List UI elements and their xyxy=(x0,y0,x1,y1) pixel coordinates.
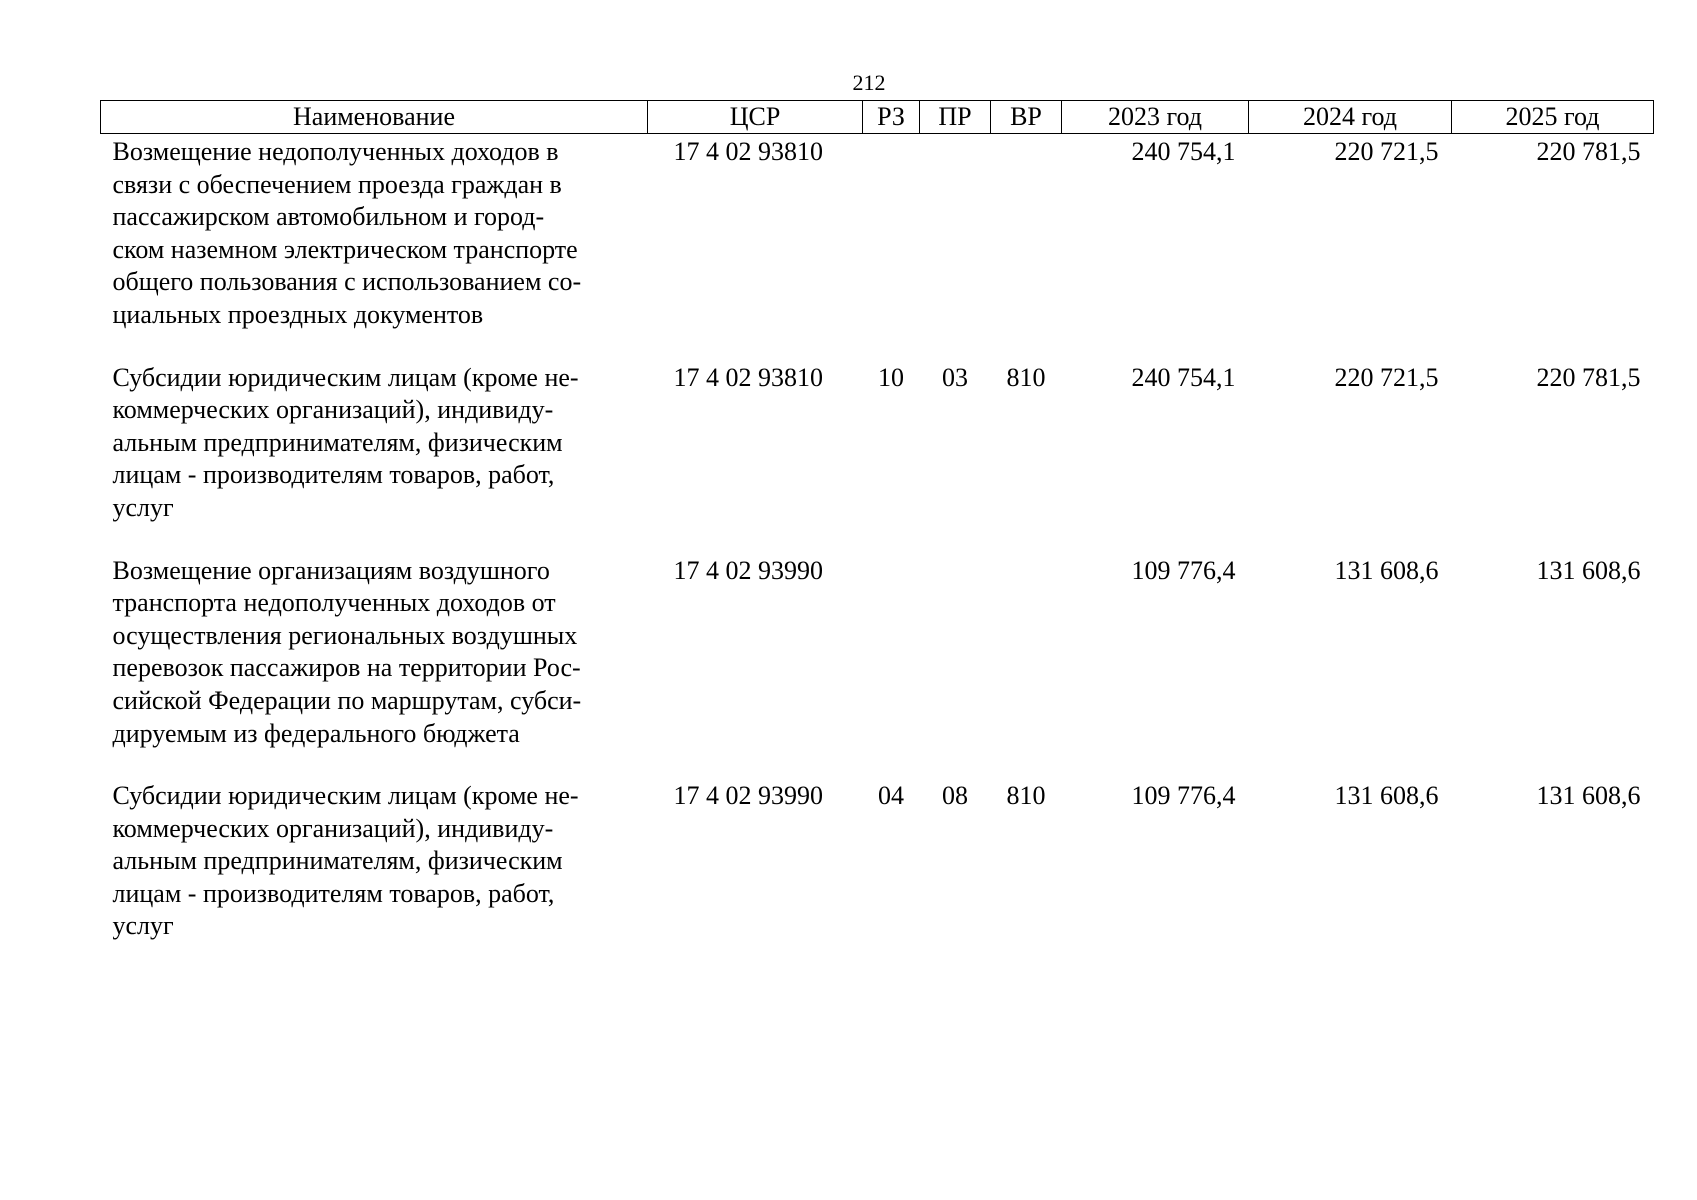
name-line: лицам - производителям товаров, работ, xyxy=(112,460,555,490)
table-row xyxy=(101,553,1654,779)
cell-vr xyxy=(991,553,1062,779)
cell-pr: 08 xyxy=(942,781,968,811)
table-row xyxy=(101,778,1654,971)
cell-vr: 810 xyxy=(1006,781,1046,811)
cell-2025: 220 781,5 xyxy=(1536,362,1641,392)
cell-name xyxy=(101,360,648,553)
header-2025: 2025 год xyxy=(1452,101,1654,134)
name-line: услуг xyxy=(112,492,174,522)
name-line: услуг xyxy=(112,911,174,941)
cell-2025: 220 781,5 xyxy=(1536,137,1641,166)
name-line: Возмещение недополученных доходов в xyxy=(112,137,559,166)
cell-pr xyxy=(920,553,991,779)
cell-csr: 17 4 02 93990 xyxy=(673,555,823,585)
name-line: связи с обеспечением проезда граждан в xyxy=(112,169,562,199)
name-line: Возмещение организациям воздушного xyxy=(112,555,550,585)
table-row xyxy=(101,134,1654,360)
name-line: циальных проездных документов xyxy=(112,299,484,329)
name-line: Субсидии юридическим лицам (кроме не- xyxy=(112,781,579,811)
cell-pr xyxy=(920,134,991,360)
name-line: лицам - производителям товаров, работ, xyxy=(112,878,555,908)
cell-2024: 220 721,5 xyxy=(1334,362,1439,392)
table-row xyxy=(101,360,1654,553)
name-line: общего пользования с использованием со- xyxy=(112,267,582,297)
header-csr: ЦСР xyxy=(648,101,863,134)
header-name: Наименование xyxy=(101,101,648,134)
cell-2024: 220 721,5 xyxy=(1334,137,1439,166)
cell-2023: 240 754,1 xyxy=(1131,137,1236,166)
budget-table xyxy=(100,100,1654,971)
cell-rz xyxy=(863,134,920,360)
name-line: ском наземном электрическом транспорте xyxy=(112,234,578,264)
cell-rz xyxy=(863,553,920,779)
name-line: дируемым из федерального бюджета xyxy=(112,718,520,748)
name-line: альным предпринимателям, физическим xyxy=(112,846,563,876)
header-row xyxy=(101,101,1654,134)
cell-2023: 240 754,1 xyxy=(1131,362,1236,392)
name-line: транспорта недополученных доходов от xyxy=(112,588,556,618)
cell-csr: 17 4 02 93990 xyxy=(673,781,823,811)
name-line: сийской Федерации по маршрутам, субси- xyxy=(112,685,582,715)
cell-2023: 109 776,4 xyxy=(1131,781,1236,811)
name-line: коммерческих организаций), индивиду- xyxy=(112,813,554,843)
name-line: пассажирском автомобильном и город- xyxy=(112,202,545,232)
cell-name xyxy=(101,134,648,360)
cell-csr: 17 4 02 93810 xyxy=(673,362,823,392)
table-body xyxy=(101,134,1654,972)
header-rz: РЗ xyxy=(863,101,920,134)
page-number: 212 xyxy=(852,70,886,95)
header-vr: ВР xyxy=(991,101,1062,134)
cell-rz: 10 xyxy=(878,362,904,392)
name-line: осуществления региональных воздушных xyxy=(112,620,578,650)
cell-name xyxy=(101,553,648,779)
cell-name xyxy=(101,778,648,971)
header-pr: ПР xyxy=(920,101,991,134)
cell-2023: 109 776,4 xyxy=(1131,555,1236,585)
table-header xyxy=(101,101,1654,134)
cell-pr: 03 xyxy=(942,362,968,392)
name-line: альным предпринимателям, физическим xyxy=(112,427,563,457)
cell-vr xyxy=(991,134,1062,360)
header-2023: 2023 год xyxy=(1062,101,1249,134)
name-line: Субсидии юридическим лицам (кроме не- xyxy=(112,362,579,392)
cell-2024: 131 608,6 xyxy=(1334,555,1439,585)
name-line: коммерческих организаций), индивиду- xyxy=(112,395,554,425)
cell-2024: 131 608,6 xyxy=(1334,781,1439,811)
cell-vr: 810 xyxy=(1006,362,1046,392)
cell-2025: 131 608,6 xyxy=(1536,555,1641,585)
header-2024: 2024 год xyxy=(1249,101,1452,134)
cell-2025: 131 608,6 xyxy=(1536,781,1641,811)
name-line: перевозок пассажиров на территории Рос- xyxy=(112,653,581,683)
cell-rz: 04 xyxy=(878,781,904,811)
cell-csr: 17 4 02 93810 xyxy=(673,137,823,166)
